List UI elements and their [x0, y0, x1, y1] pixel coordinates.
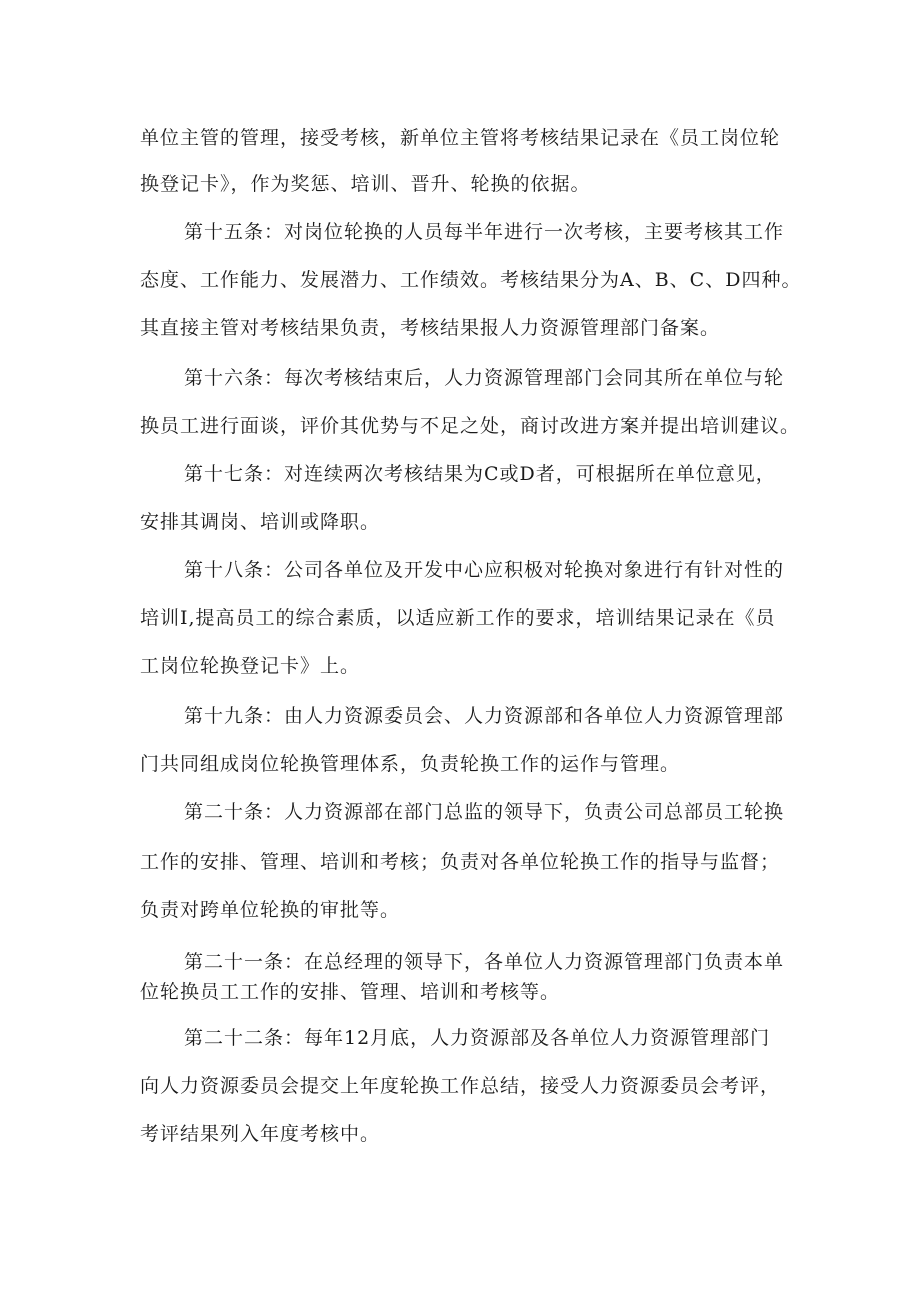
article-19-line: 第十九条：由人力资源委员会、人力资源部和各单位人力资源管理部	[184, 705, 785, 727]
text-line: 负责对跨单位轮换的审批等。	[140, 899, 401, 921]
text-line: 其直接主管对考核结果负责，考核结果报人力资源管理部门备案。	[140, 317, 721, 339]
text-line: 培训I,提高员工的综合素质，以适应新工作的要求，培训结果记录在《员	[140, 607, 776, 629]
text-line: 门共同组成岗位轮换管理体系，负责轮换工作的运作与管理。	[140, 753, 681, 775]
text-line: 工岗位轮换登记卡》上。	[140, 655, 361, 677]
text-line: 换员工进行面谈，评价其优势与不足之处，商讨改进方案并提出培训建议。	[140, 415, 801, 437]
text-line: 考评结果列入年度考核中。	[140, 1123, 381, 1145]
article-15-line: 第十五条：对岗位轮换的人员每半年进行一次考核，主要考核其工作	[184, 221, 785, 243]
text-line: 位轮换员工工作的安排、管理、培训和考核等。	[140, 981, 561, 1003]
article-18-line: 第十八条：公司各单位及开发中心应积极对轮换对象进行有针对性的	[184, 559, 785, 581]
article-17-line: 第十七条：对连续两次考核结果为C或D者，可根据所在单位意见，	[184, 463, 776, 485]
text-line: 工作的安排、管理、培训和考核；负责对各单位轮换工作的指导与监督；	[140, 851, 781, 873]
text-line: 向人力资源委员会提交上年度轮换工作总结，接受人力资源委员会考评，	[140, 1075, 781, 1097]
text-line: 安排其调岗、培训或降职。	[140, 511, 381, 533]
text-line: 态度、工作能力、发展潜力、工作绩效。考核结果分为A、B、C、D四种。	[140, 269, 802, 291]
article-20-line: 第二十条：人力资源部在部门总监的领导下，负责公司总部员工轮换	[184, 801, 785, 823]
article-22-line: 第二十二条：每年12月底，人力资源部及各单位人力资源管理部门	[184, 1027, 771, 1049]
text-line: 换登记卡》，作为奖惩、培训、晋升、轮换的依据。	[140, 173, 591, 195]
text-line: 单位主管的管理，接受考核，新单位主管将考核结果记录在《员工岗位轮	[140, 127, 781, 149]
article-16-line: 第十六条：每次考核结束后，人力资源管理部门会同其所在单位与轮	[184, 367, 785, 389]
article-21-line: 第二十一条：在总经理的领导下，各单位人力资源管理部门负责本单	[184, 951, 785, 973]
